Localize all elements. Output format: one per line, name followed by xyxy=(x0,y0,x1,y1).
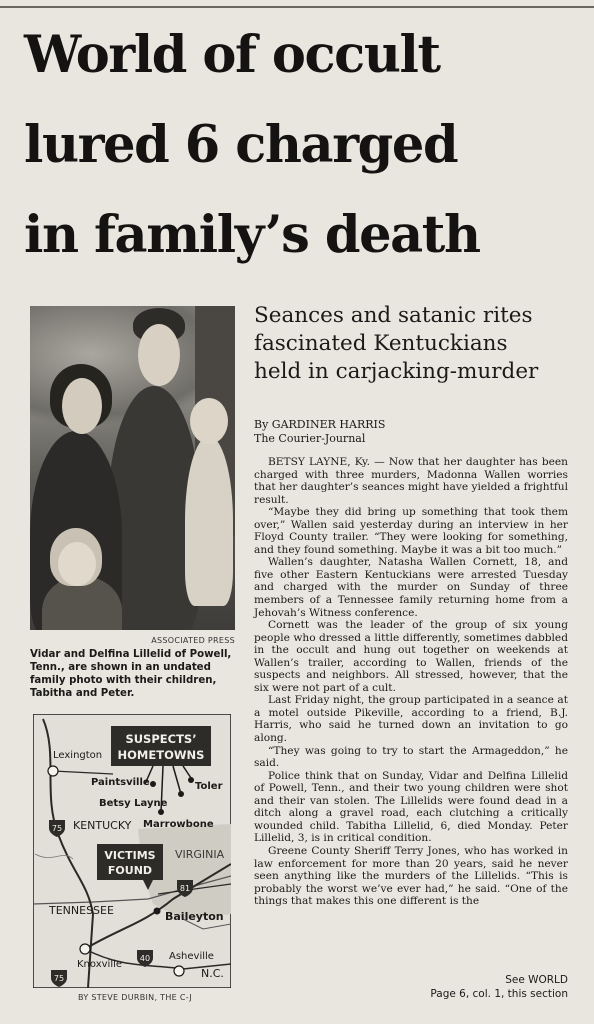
map-label-betsy-layne: Betsy Layne xyxy=(99,798,168,809)
locator-map xyxy=(33,714,231,988)
suspects-hometowns-label: HOMETOWNS xyxy=(117,748,205,762)
family-photo xyxy=(30,306,235,630)
deck-line: fascinated Kentuckians xyxy=(254,331,508,356)
svg-text:40: 40 xyxy=(139,954,151,963)
map-label-tennessee: TENNESSEE xyxy=(49,904,114,917)
jump-see: See WORLD xyxy=(505,974,568,986)
town-dot xyxy=(158,809,164,815)
deck-line: held in carjacking-murder xyxy=(254,359,539,384)
deck-line: Seances and satanic rites xyxy=(254,303,533,328)
jump-page: Page 6, col. 1, this section xyxy=(430,988,568,1000)
article-body xyxy=(254,456,568,908)
svg-text:81: 81 xyxy=(179,884,191,893)
headline xyxy=(24,10,584,280)
map-label-kentucky: KENTUCKY xyxy=(73,819,132,832)
top-rule xyxy=(0,6,594,8)
svg-text:75: 75 xyxy=(51,824,63,833)
deck-headline xyxy=(254,302,574,386)
victims-found-label: FOUND xyxy=(107,864,153,877)
byline xyxy=(254,418,574,446)
article-paragraph: Wallen’s daughter, Natasha Wallen Cornett, 18, and five other Eastern Kentuckians were arrested Tuesday and charged with the murder on Sunday of three members of a Tennessee family returning home from a Jehovah’s Witness conference. xyxy=(254,556,568,619)
article-paragraph: Greene County Sheriff Terry Jones, who has worked in law enforcement for more than 20 years, said he never seen anything like the murders of the Lillelids. “This is probably the worst we’ve ever had,” he said. “One of the things that makes this one different is the xyxy=(254,844,568,908)
headline-line: in family’s death xyxy=(24,205,480,265)
map-label-asheville: Asheville xyxy=(169,951,214,962)
article-paragraph: Last Friday night, the group participated in a seance at a motel outside Pikeville, according to a friend, B.J. Harris, who said he turned down an invitation to go along. xyxy=(254,694,568,745)
headline-line: World of occult xyxy=(24,25,440,85)
map-label-virginia: VIRGINIA xyxy=(175,848,225,861)
city-marker xyxy=(48,766,58,776)
city-marker xyxy=(174,966,184,976)
map-label-knoxville: Knoxville xyxy=(77,959,123,970)
byline-author: By GARDINER HARRIS xyxy=(254,418,386,431)
map-label-baileyton: Baileyton xyxy=(165,910,224,923)
photo-caption: Vidar and Delfina Lillelid of Powell, Tenn., are shown in an undated family photo with their children, Tabitha and Peter. xyxy=(30,649,232,699)
suspects-hometowns-label: SUSPECTS’ xyxy=(125,732,197,746)
article-paragraph: Police think that on Sunday, Vidar and Delfina Lillelid of Powell, Tenn., and their two young children were shot and their van stolen. The Lillelids were found dead in a ditch along a gravel road, each clutching a critically wounded child. Tabitha Lillelid, 6, died Monday. Peter Lillelid, 3, is in critical condition. xyxy=(254,769,568,845)
town-dot xyxy=(178,791,184,797)
town-dot xyxy=(154,908,161,915)
victims-found-label: VICTIMS xyxy=(104,849,156,862)
map-credit: BY STEVE DURBIN, THE C-J xyxy=(77,993,193,1002)
article-paragraph: Cornett was the leader of the group of six young people who dressed a little differently, sometimes dabbled in the occult and hung out together on weekends at Wallen’s trailer, according to Wallen, friends of the suspects and neighbors. All stressed, however, that the six were not part of a cult. xyxy=(254,619,568,694)
article-paragraph: “They was going to try to start the Armageddon,” he said. xyxy=(254,744,568,770)
map-label-toler: Toler xyxy=(195,781,223,792)
byline-outlet: The Courier-Journal xyxy=(254,432,366,445)
city-marker xyxy=(80,944,90,954)
map-label-nc: N.C. xyxy=(201,967,224,980)
map-label-lexington: Lexington xyxy=(53,750,103,761)
jump-line xyxy=(400,973,568,1001)
map-label-marrowbone: Marrowbone xyxy=(143,819,214,830)
article-paragraph: “Maybe they did bring up something that took them over,” Wallen said yesterday during an interview in her Floyd County trailer. “They were looking for something, and they found something. Maybe it was a bit too much.” xyxy=(254,506,568,556)
svg-text:75: 75 xyxy=(53,974,65,983)
town-dot xyxy=(188,777,194,783)
photo-credit: ASSOCIATED PRESS xyxy=(151,636,235,645)
town-dot xyxy=(150,781,156,787)
map-label-paintsville: Paintsville xyxy=(91,777,150,788)
article-paragraph: BETSY LAYNE, Ky. — Now that her daughter has been charged with three murders, Madonna Wallen worries that her daughter’s seances might have yielded a frightful result. xyxy=(254,456,568,506)
headline-line: lured 6 charged xyxy=(24,115,458,175)
